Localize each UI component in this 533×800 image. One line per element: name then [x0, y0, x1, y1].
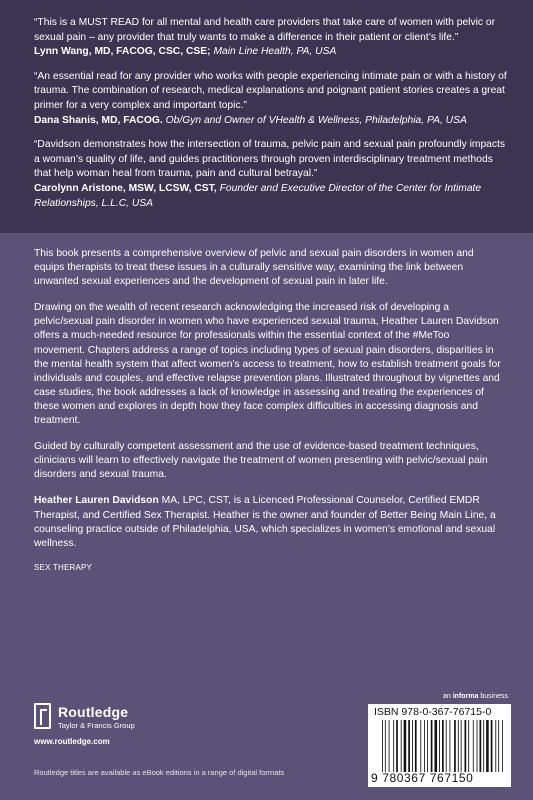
informa-business-line [443, 693, 508, 700]
author-bio [34, 494, 502, 550]
barcode-bar [412, 720, 413, 772]
barcode-bar [465, 720, 467, 772]
barcode-bar [491, 720, 493, 772]
barcode-bar [454, 720, 456, 772]
barcode-bar [502, 720, 503, 772]
description-paragraph: Drawing on the wealth of recent research acknowledging the increased risk of developing a pelvic/sexual pain disorder in women who have experienced sexual trauma, Heather Lauren Davidson offers a much-needed resource for professionals within the essential context of the #MeToo movement. Chapters address a range of topics including types of sexual pain disorders, disparities in the mental health system that affect women’s access to treatment, how to establish treatment goals for individuals and couples, and effective relapse prevention plans. Illustrated throughout by vignettes and case studies, the book addresses a lack of knowledge in assessing and treating the experiences of these women and explores in depth how they face complex difficulties in accessing diagnosis and treatment. [34, 302, 501, 427]
barcode-bar [385, 720, 386, 772]
barcode-bar [401, 720, 402, 772]
quote-text: “This is a MUST READ for all mental and health care providers that take care of women with pelvic or sexual pain – any provider that truly wants to make a difference in their patient or client’s life.” [34, 17, 496, 43]
barcode-bar [461, 720, 462, 772]
barcode-bar [435, 720, 438, 772]
endorser-affiliation: Ob/Gyn and Owner of VHealth & Wellness, Philadelphia, PA, USA [165, 114, 467, 126]
barcode-bar [415, 720, 417, 772]
barcode-bar [420, 720, 421, 772]
informa-prefix: an [443, 693, 453, 700]
publisher-logo [34, 703, 184, 731]
author-bio-text: MA, LPC, CST, is a Licenced Professional Counselor, Certified EMDR Therapist, and Certified Sex Therapist. Heather is the owner and founder of Better Being Main Line, a counseling practice outside of Philadelphia, USA, which specializes in women’s emotional and sexual wellness. [34, 495, 496, 549]
barcode-bar [396, 720, 398, 772]
barcode-bar [382, 720, 383, 772]
barcode-bar [498, 720, 499, 772]
quote-attribution [34, 45, 510, 60]
routledge-logo-icon [34, 703, 51, 729]
barcode-bar [408, 720, 410, 772]
ean-digits: 9 780367 767150 [371, 771, 474, 785]
endorser-name: Carolynn Aristone, MSW, LCSW, CST, [34, 182, 217, 194]
barcode-bar [480, 720, 482, 772]
barcode-bar [473, 720, 474, 772]
description-paragraph: Guided by culturally competent assessment and the use of evidence-based treatment techniques, clinicians will learn to effectively navigate the treatment of women presenting with pelvic/sexual pain disorders and sexual trauma. [34, 441, 488, 481]
subject-category: SEX THERAPY [34, 562, 93, 572]
description-paragraph: This book presents a comprehensive overview of pelvic and sexual pain disorders in women and equips therapists to treat these issues in a culturally sensitive way, examining the link between unwanted sexual experiences and the development of sexual pain in later life. [34, 248, 474, 288]
barcode-bar [439, 720, 440, 772]
endorser-affiliation: Main Line Health, PA, USA [213, 46, 337, 58]
isbn-barcode [368, 704, 511, 787]
barcode-bar [404, 720, 407, 772]
barcode-bar [424, 720, 425, 772]
endorsements [34, 16, 510, 221]
ebook-note: Routledge titles are available as eBook editions in a range of digital formats [34, 768, 285, 777]
endorsement [34, 70, 510, 128]
barcode-bar [495, 720, 496, 772]
barcode-bar [483, 720, 484, 772]
author-name: Heather Lauren Davidson [34, 495, 159, 507]
barcode-bar [468, 720, 469, 772]
quote-attribution [34, 182, 510, 211]
book-description [34, 247, 502, 572]
endorsement [34, 16, 510, 60]
endorser-name: Lynn Wang, MD, FACOG, CSC, CSE; [34, 46, 211, 58]
barcode-bar [450, 720, 451, 772]
barcode-bar [486, 720, 489, 772]
barcode-bar [458, 720, 459, 772]
endorsement [34, 138, 510, 211]
quote-text: “Davidson demonstrates how the intersection of trauma, pelvic pain and sexual pain profoundly impacts a woman’s quality of life, and guides practitioners through proven interdisciplinary treatment methods that help woman heal from trauma, pain and cultural betrayal.” [34, 139, 506, 180]
quote-attribution [34, 114, 510, 129]
barcode-bar [427, 720, 428, 772]
barcode-bar [431, 720, 433, 772]
barcode-bar [389, 720, 390, 772]
publisher-website: www.routledge.com [34, 737, 110, 746]
publisher-group: Taylor & Francis Group [58, 721, 135, 730]
endorser-affiliation: Founder and Executive Director of the Center for Intimate Relationships, L.L.C, USA [34, 182, 482, 209]
informa-brand: informa [452, 693, 479, 700]
informa-suffix: business [478, 693, 508, 700]
barcode-bar [442, 720, 444, 772]
quote-text: “An essential read for any provider who works with people experiencing intimate pain or with a history of trauma. The combination of research, medical explanations and poignant patient stories creates a great primer for a very complex and important topic.” [34, 70, 507, 111]
barcode-bar [477, 720, 478, 772]
publisher-name: Routledge [58, 704, 129, 720]
barcode-bar [393, 720, 394, 772]
barcode-bar [446, 720, 447, 772]
endorser-name: Dana Shanis, MD, FACOG. [34, 114, 163, 126]
isbn-text: ISBN 978-0-367-76715-0 [374, 706, 492, 718]
barcode-bars [382, 720, 506, 772]
